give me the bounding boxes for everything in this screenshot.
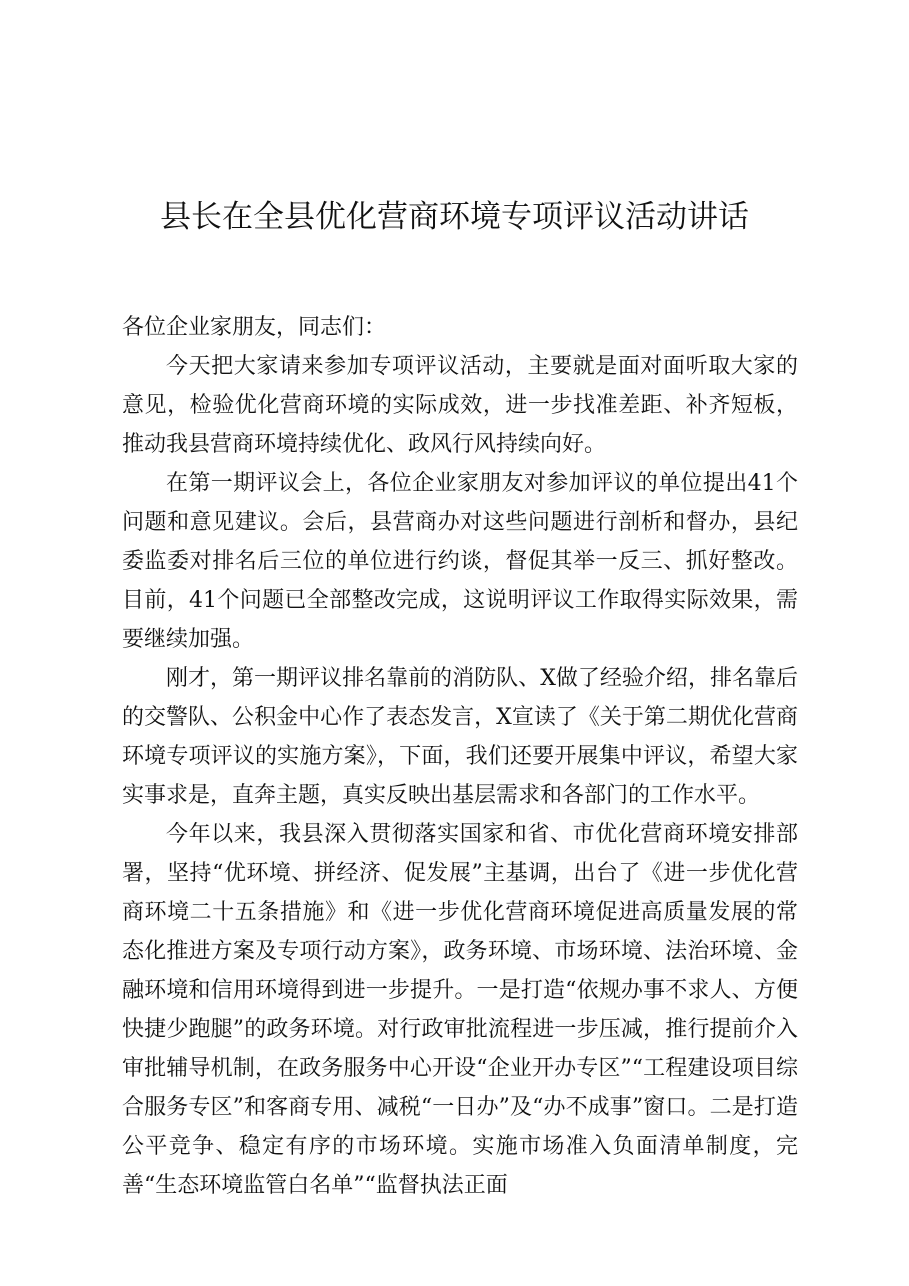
paragraph-1: 今天把大家请来参加专项评议活动，主要就是面对面听取大家的意见，检验优化营商环境的实际成效，进一步找准差距、补齐短板，推动我县营商环境持续优化、政风行风持续向好。: [122, 354, 798, 457]
document-title: 县长在全县优化营商环境专项评议活动讲话: [160, 199, 749, 235]
paragraph-2: 在第一期评议会上，各位企业家朋友对参加评议的单位提出41个问题和意见建议。会后，县营商办对这些问题进行剖析和督办，县纪委监委对排名后三位的单位进行约谈，督促其举一反三、抓好整改。目前，41个问题已全部整改完成，这说明评议工作取得实际效果，需要继续加强。: [122, 471, 798, 652]
paragraph-3: 刚才，第一期评议排名靠前的消防队、X做了经验介绍，排名靠后的交警队、公积金中心作了表态发言，X宣读了《关于第二期优化营商环境专项评议的实施方案》，下面，我们还要开展集中评议，希望大家实事求是，直奔主题，真实反映出基层需求和各部门的工作水平。: [122, 666, 798, 808]
paragraph-4: 今年以来，我县深入贯彻落实国家和省、市优化营商环境安排部署，坚持“优环境、拼经济、促发展”主基调，出台了《进一步优化营商环境二十五条措施》和《进一步优化营商环境促进高质量发展的常态化推进方案及专项行动方案》，政务环境、市场环境、法治环境、金融环境和信用环境得到进一步提升。一是打造“依规办事不求人、方便快捷少跑腿”的政务环境。对行政审批流程进一步压减，推行提前介入审批辅导机制，在政务服务中心开设“企业开办专区”“工程建设项目综合服务专区”和客商专用、减税“一日办”及“办不成事”窗口。二是打造公平竞争、稳定有序的市场环境。实施市场准入负面清单制度，完善“生态环境监管白名单”“监督执法正面: [122, 822, 798, 1198]
document-body: [122, 308, 798, 1205]
salutation: 各位企业家朋友，同志们：: [122, 315, 387, 340]
